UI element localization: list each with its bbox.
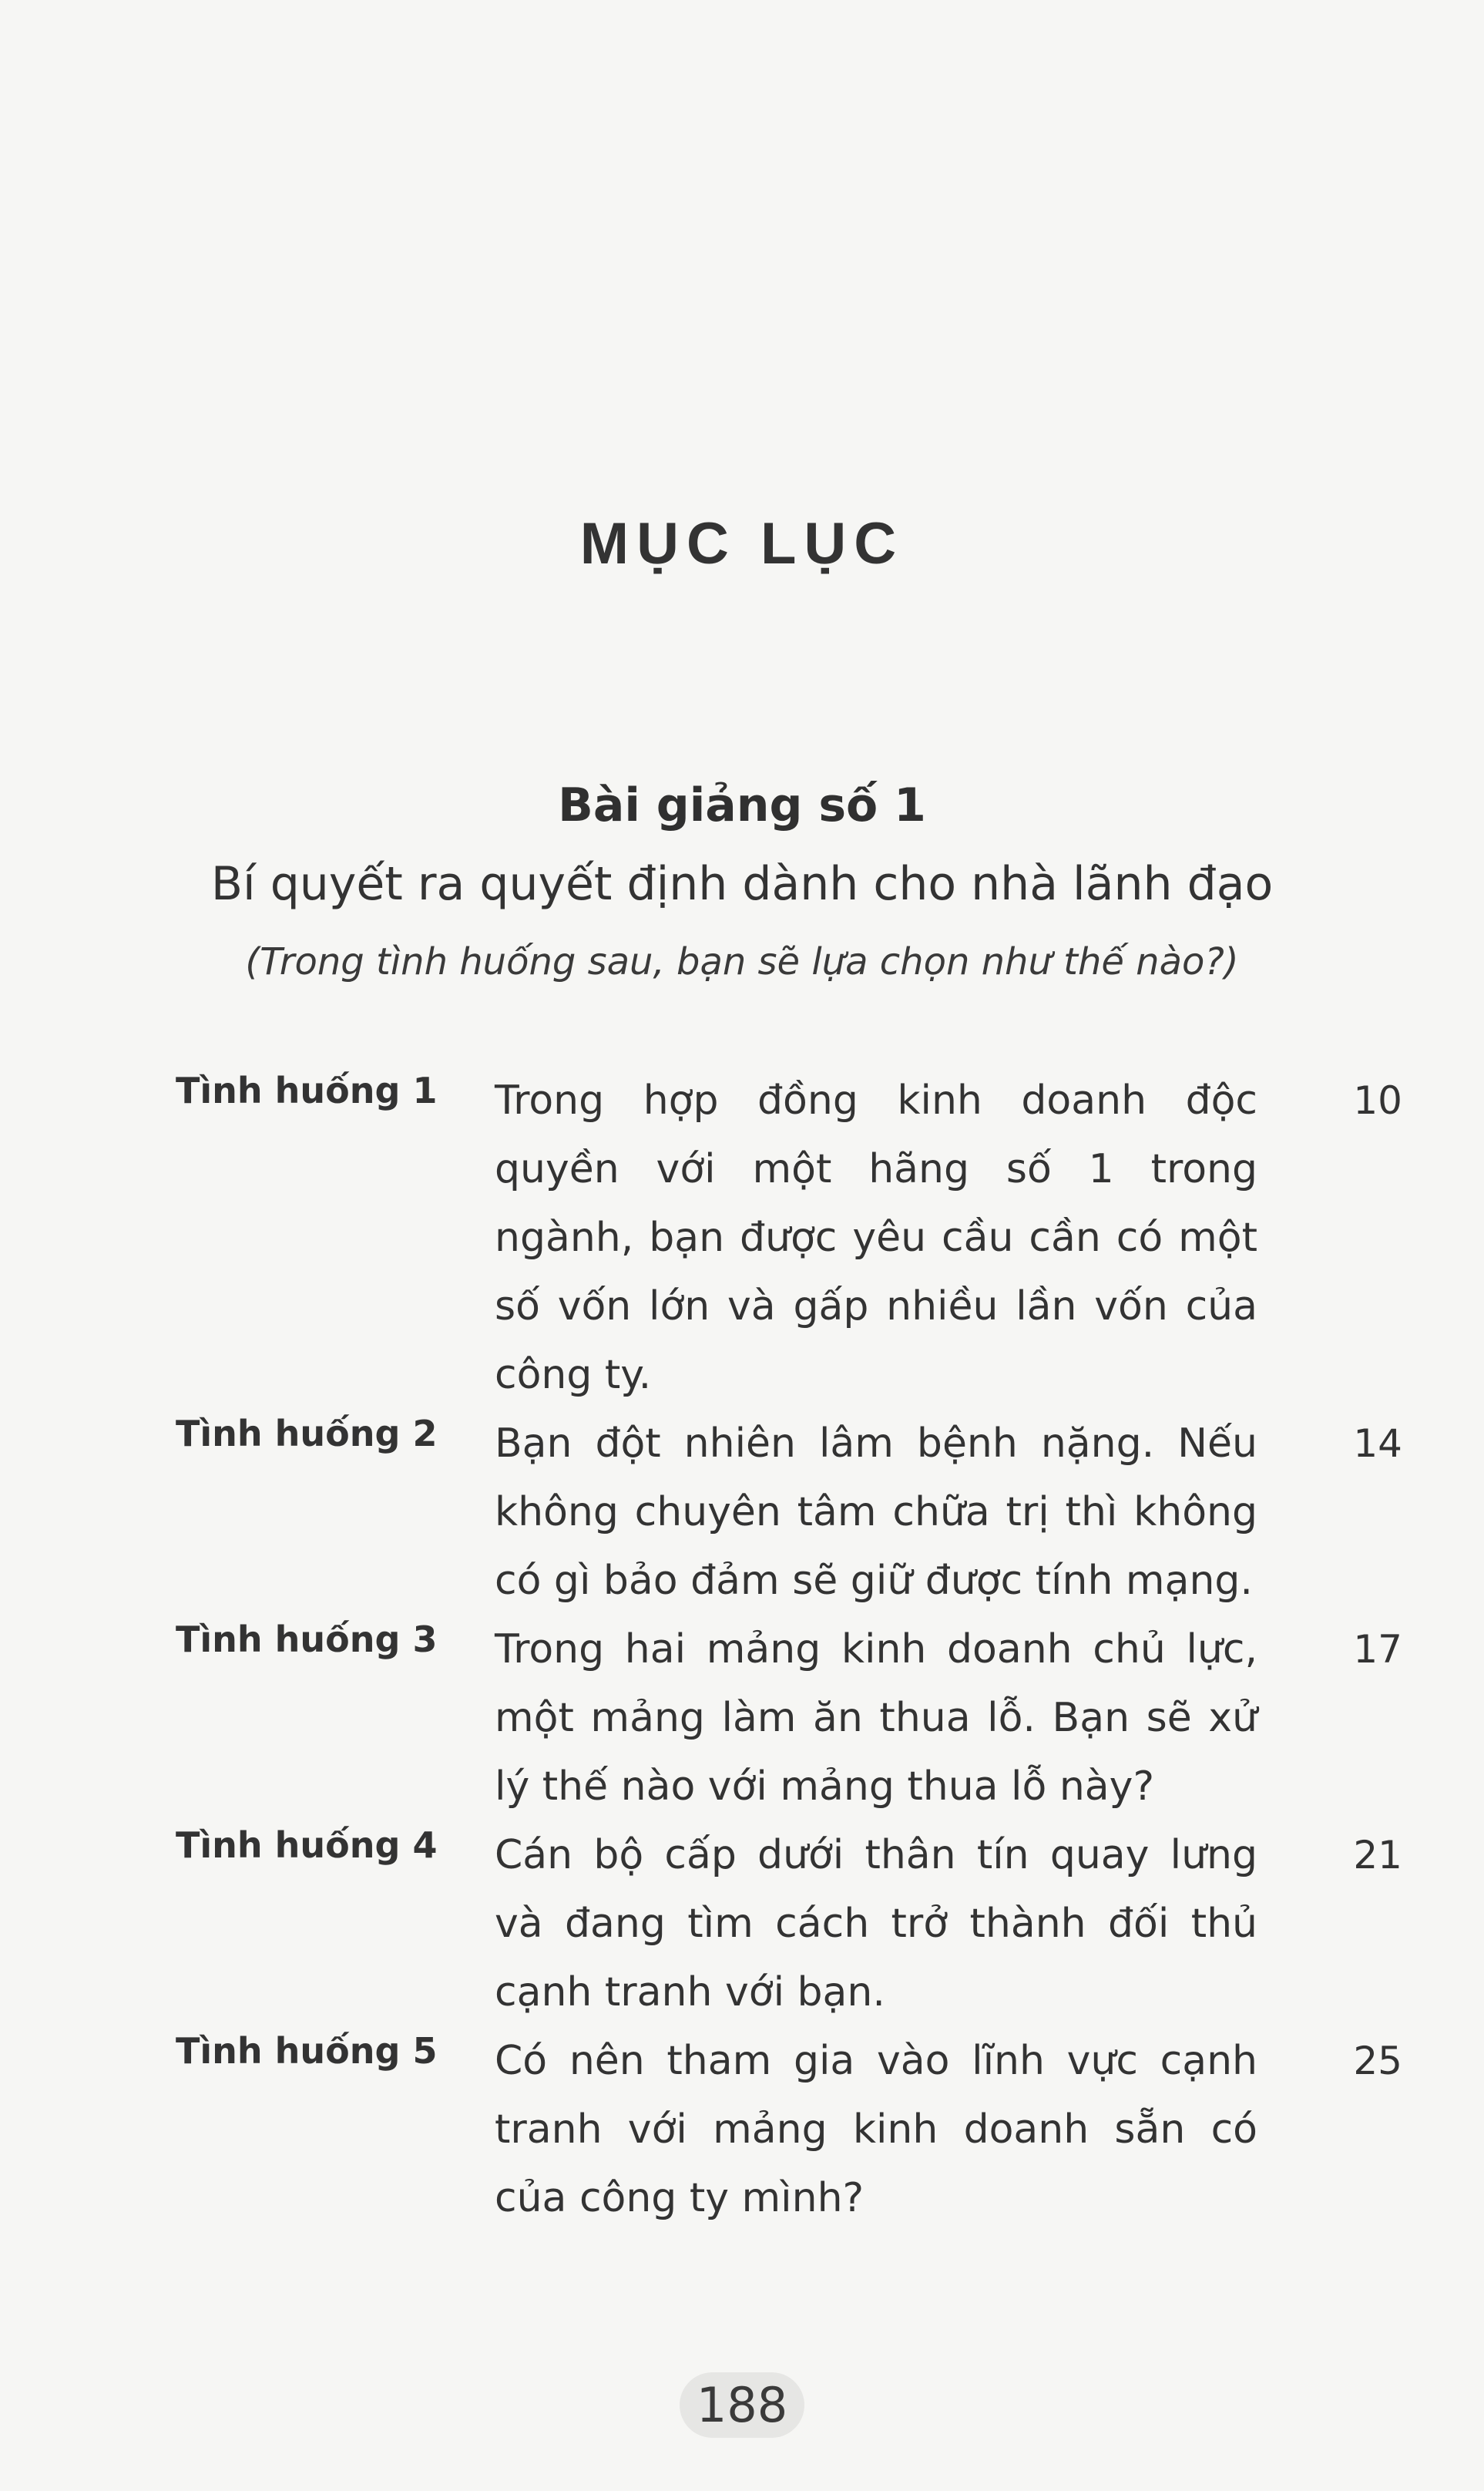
toc-entry-text: Bạn đột nhiên lâm bệnh nặng. Nếu không chuyên tâm chữa trị thì không có gì bảo đảm sẽ giữ được tính mạng. [495,1420,1257,1604]
page-title: MỤC LỤC [579,511,905,577]
toc-entry-page: 17 [1353,1627,1402,1672]
toc-entry-5[interactable] [0,2027,1484,2233]
table-of-contents [0,1067,1484,2233]
toc-entry-2[interactable] [0,1410,1484,1615]
toc-entry-text: Trong hợp đồng kinh doanh độc quyền với một hãng số 1 trong ngành, bạn được yêu cầu cần có một số vốn lớn và gấp nhiều lần vốn của công ty. [495,1077,1257,1398]
toc-entry-label: Tình huống 5 [176,2030,438,2072]
toc-entry-label: Tình huống 1 [176,1070,438,1111]
toc-entry-page: 21 [1353,1833,1402,1877]
page-number-value: 188 [680,2372,804,2438]
toc-entry-label: Tình huống 3 [176,1619,438,1660]
lecture-subtitle: (Trong tình huống sau, bạn sẽ lựa chọn như thế nào?) [245,940,1239,983]
toc-entry-page: 14 [1353,1421,1402,1466]
toc-entry-text: Có nên tham gia vào lĩnh vực cạnh tranh với mảng kinh doanh sẵn có của công ty mình? [495,2038,1257,2221]
lecture-number: Bài giảng số 1 [558,778,926,832]
toc-entry-label: Tình huống 2 [176,1413,438,1454]
toc-entry-page: 25 [1353,2039,1402,2083]
lecture-title: Bí quyết ra quyết định dành cho nhà lãnh đạo [210,857,1274,911]
toc-entry-4[interactable] [0,1821,1484,2027]
page-number [0,2372,1484,2438]
toc-entry-page: 10 [1353,1078,1402,1123]
toc-entry-label: Tình huống 4 [176,1824,438,1866]
toc-entry-3[interactable] [0,1615,1484,1821]
toc-entry-1[interactable] [0,1067,1484,1410]
toc-entry-text: Cán bộ cấp dưới thân tín quay lưng và đang tìm cách trở thành đối thủ cạnh tranh với bạn. [495,1832,1257,2015]
toc-entry-text: Trong hai mảng kinh doanh chủ lực, một mảng làm ăn thua lỗ. Bạn sẽ xử lý thế nào với mảng thua lỗ này? [495,1626,1257,1810]
